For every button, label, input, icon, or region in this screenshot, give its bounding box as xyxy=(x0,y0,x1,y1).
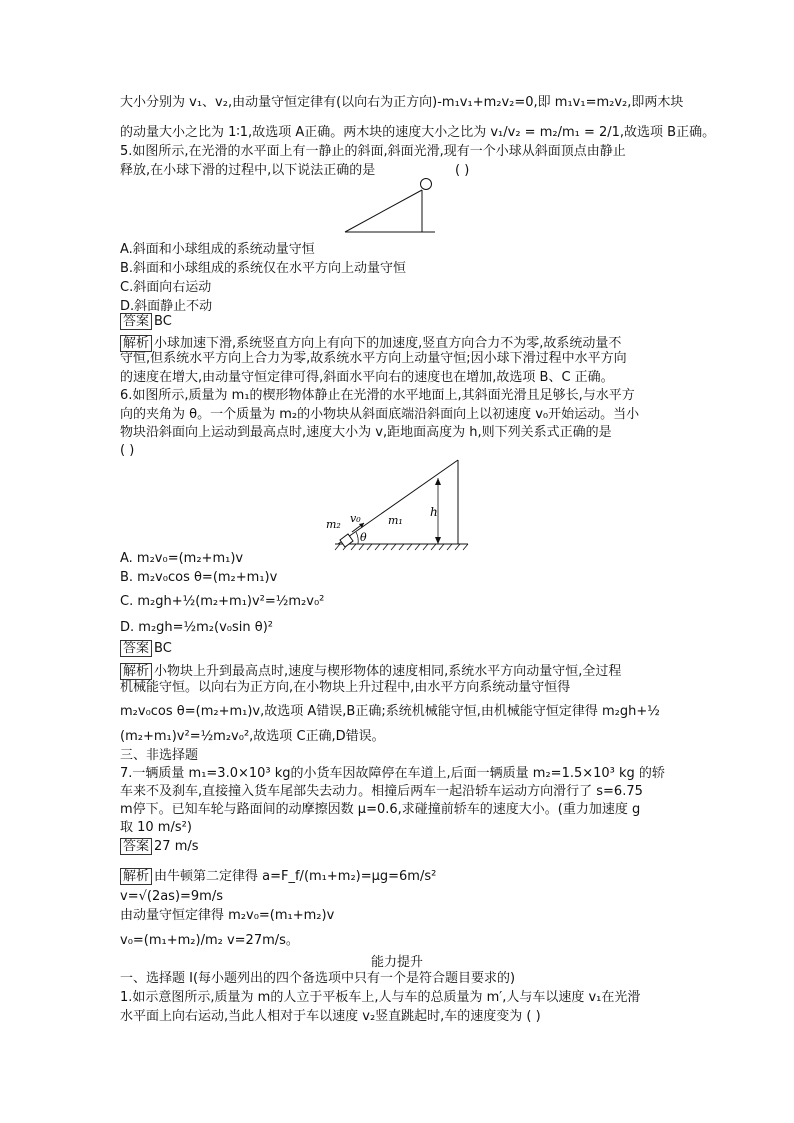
question-1-stem: 水平面上向右运动,当此人相对于车以速度 v₂竖直跳起时,车的速度变为 ( ) xyxy=(120,1009,541,1024)
analysis-label: 解析 xyxy=(120,663,152,680)
analysis-row xyxy=(120,865,436,885)
analysis-row xyxy=(120,332,621,352)
label-v0: v₀ xyxy=(350,512,361,525)
analysis-text: 由牛顿第二定律得 a=F_f/(m₁+m₂)=μg=6m/s² xyxy=(154,869,437,884)
answer-label: 答案 xyxy=(120,313,152,330)
question-1-stem: 1.如示意图所示,质量为 m的人立于平板车上,人与车的总质量为 m′,人与车以速度 v₁在光滑 xyxy=(120,990,641,1005)
analysis-text: m₂v₀cos θ=(m₂+m₁)v,故选项 A错误,B正确;系统机械能守恒,由机械能守恒定律得 m₂gh+½ xyxy=(120,704,660,719)
analysis-text: 的速度在增大,由动量守恒定律可得,斜面水平向右的速度也在增加,故选项 B、C 正确。 xyxy=(120,370,614,385)
option-d: D.斜面静止不动 xyxy=(120,299,213,314)
analysis-text: 由动量守恒定律得 m₂v₀=(m₁+m₂)v xyxy=(120,908,335,923)
answer-row xyxy=(120,313,172,330)
label-m2: m₂ xyxy=(326,518,341,531)
analysis-text: (m₂+m₁)v²=½m₂v₀²,故选项 C正确,D错误。 xyxy=(120,729,385,744)
section-title: 能力提升 xyxy=(370,955,423,970)
question-7-stem: m停下。已知车轮与路面间的动摩擦因数 μ=0.6,求碰撞前轿车的速度大小。(重力加速度 g xyxy=(120,802,641,817)
answer-blank: ( ) xyxy=(455,163,470,178)
option-d: D. m₂gh=½m₂(v₀sin θ)² xyxy=(120,620,273,635)
analysis-text: v=√(2as)=9m/s xyxy=(120,889,224,904)
question-5-stem: 5.如图所示,在光滑的水平面上有一静止的斜面,斜面光滑,现有一个小球从斜面顶点由静止 xyxy=(120,144,626,159)
analysis-text: v₀=(m₁+m₂)/m₂ v=27m/s。 xyxy=(120,933,299,948)
question-7-stem: 车来不及刹车,直接撞入货车尾部失去动力。相撞后两车一起沿轿车运动方向滑行了 s=6.75 xyxy=(120,784,643,799)
section-heading: 一、选择题 Ⅰ(每小题列出的四个备选项中只有一个是符合题目要求的) xyxy=(120,971,516,986)
analysis-text: 小球加速下滑,系统竖直方向上有向下的加速度,竖直方向合力不为零,故系统动量不 xyxy=(154,336,622,351)
label-theta: θ xyxy=(360,531,367,544)
answer-label: 答案 xyxy=(120,640,152,657)
option-c: C.斜面向右运动 xyxy=(120,280,212,295)
option-b: B. m₂v₀cos θ=(m₂+m₁)v xyxy=(120,570,278,585)
incline-ball-figure xyxy=(340,176,440,238)
analysis-label: 解析 xyxy=(120,868,152,885)
analysis-text: 机械能守恒。以向右为正方向,在小物块上升过程中,由水平方向系统动量守恒得 xyxy=(120,680,571,695)
analysis-label: 解析 xyxy=(120,335,152,352)
answer-value: 27 m/s xyxy=(154,839,199,854)
option-a: A. m₂v₀=(m₂+m₁)v xyxy=(120,551,244,566)
option-a: A.斜面和小球组成的系统动量守恒 xyxy=(120,242,315,257)
option-b: B.斜面和小球组成的系统仅在水平方向上动量守恒 xyxy=(120,261,407,276)
question-6-stem: 物块沿斜面向上运动到最高点时,速度大小为 v,距地面高度为 h,则下列关系式正确的是 xyxy=(120,425,612,440)
answer-value: BC xyxy=(154,641,172,656)
analysis-row xyxy=(120,660,621,680)
wedge-block-figure xyxy=(320,452,470,552)
text-line: 的动量大小之比为 1∶1,故选项 A正确。两木块的速度大小之比为 v₁/v₂ = m₂/m₁ = 2/1,故选项 B正确。 xyxy=(120,125,716,140)
question-6-stem: 6.如图所示,质量为 m₁的楔形物体静止在光滑的水平地面上,其斜面光滑且足够长,与水平方 xyxy=(120,388,635,403)
answer-row xyxy=(120,640,172,657)
label-h: h xyxy=(430,505,438,519)
question-5-stem: 释放,在小球下滑的过程中,以下说法正确的是 xyxy=(120,163,376,178)
analysis-text: 守恒,但系统水平方向上合力为零,故系统水平方向上动量守恒;因小球下滑过程中水平方向 xyxy=(120,351,627,366)
question-6-stem: 向的夹角为 θ。一个质量为 m₂的小物块从斜面底端沿斜面向上以初速度 v₀开始运动。当小 xyxy=(120,407,640,422)
answer-blank: ( ) xyxy=(120,443,135,458)
section-heading: 三、非选择题 xyxy=(120,748,199,763)
label-m1: m₁ xyxy=(388,514,403,527)
option-c: C. m₂gh+½(m₂+m₁)v²=½m₂v₀² xyxy=(120,594,325,609)
question-7-stem: 取 10 m/s²) xyxy=(120,820,192,835)
answer-row xyxy=(120,838,199,855)
question-7-stem: 7.一辆质量 m₁=3.0×10³ kg的小货车因故障停在车道上,后面一辆质量 m₂=1.5×10³ kg 的轿 xyxy=(120,766,665,781)
answer-value: BC xyxy=(154,314,172,329)
analysis-text: 小物块上升到最高点时,速度与楔形物体的速度相同,系统水平方向动量守恒,全过程 xyxy=(154,664,622,679)
answer-label: 答案 xyxy=(120,838,152,855)
text-line: 大小分别为 v₁、v₂,由动量守恒定律有(以向右为正方向)-m₁v₁+m₂v₂=0,即 m₁v₁=m₂v₂,即两木块 xyxy=(120,95,684,110)
